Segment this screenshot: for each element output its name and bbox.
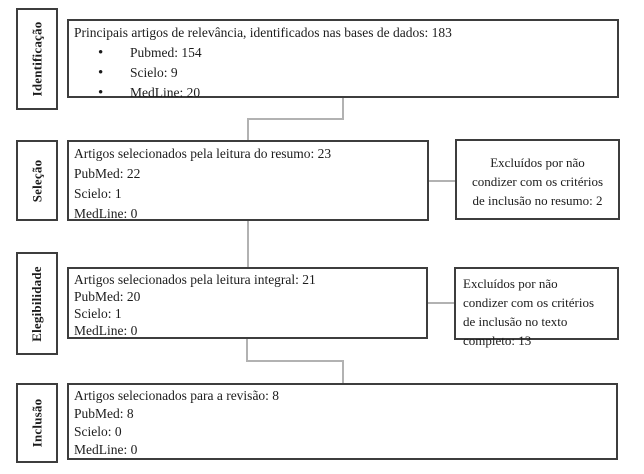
inclusion-line: Artigos selecionados para a revisão: 8 [74,388,280,403]
bullet-icon: • [98,45,104,61]
connector-eligibility-to-inclusion-down2 [342,360,344,383]
stage-box-elegibilidade [16,252,58,355]
selection-line: PubMed: 22 [74,166,141,181]
bullet-text: Scielo: 9 [130,65,178,80]
excluded-abstract-box [455,139,620,220]
connector-selection-to-eligibility [247,221,249,267]
selection-line: MedLine: 0 [74,206,138,221]
eligibility-line: Scielo: 1 [74,306,122,321]
connector-eligibility-to-excluded-fulltext [428,302,455,304]
identification-bullet-pubmed [74,43,611,63]
eligibility-line: Artigos selecionados pela leitura integral: 21 [74,272,316,287]
inclusion-box [67,383,618,460]
connector-id-to-selection-horizontal [247,118,344,120]
selection-line: Artigos selecionados pela leitura do resumo: 23 [74,146,332,161]
excluded-fulltext-line: de inclusão no texto [463,314,568,329]
stage-box-inclusao [16,383,58,463]
connector-eligibility-to-inclusion-horizontal [246,360,344,362]
eligibility-box [67,267,428,339]
selection-box [67,140,429,221]
stage-label-selecao: Seleção [29,159,44,202]
identification-box [67,19,619,101]
excluded-fulltext-line: condizer com os critérios [463,295,595,310]
excluded-fulltext-line: Excluídos por não [463,276,558,291]
excluded-abstract-line: condizer com os critérios [471,173,604,189]
bullet-text: Pubmed: 154 [130,45,202,60]
excluded-fulltext-line: completo: 13 [463,333,532,348]
stage-label-identificacao: Identificação [29,21,44,97]
eligibility-line: MedLine: 0 [74,323,138,338]
selection-line: Scielo: 1 [74,186,122,201]
connector-id-to-selection-down2 [247,118,249,141]
stage-label-elegibilidade: Elegibilidade [29,265,44,342]
excluded-fulltext-box [454,267,619,348]
bullet-icon: • [98,85,104,101]
identification-title: Principais artigos de relevância, identificados nas bases de dados: 183 [74,25,452,40]
inclusion-line: PubMed: 8 [74,406,134,421]
connector-selection-to-excluded-abstract [429,180,455,182]
connector-id-to-selection-down1 [342,98,344,120]
identification-bullet-scielo [74,63,611,83]
excluded-abstract-line: Excluídos por não [490,154,585,170]
stage-box-identificacao [16,8,58,110]
inclusion-line: MedLine: 0 [74,442,138,457]
inclusion-line: Scielo: 0 [74,424,122,439]
stage-label-inclusao: Inclusão [29,398,44,448]
connector-eligibility-to-inclusion-down1 [246,339,248,362]
excluded-abstract-line: de inclusão no resumo: 2 [472,192,603,208]
eligibility-line: PubMed: 20 [74,289,141,304]
stage-box-selecao [16,140,58,221]
bullet-icon: • [98,65,104,81]
bullet-text: MedLine: 20 [130,85,201,100]
